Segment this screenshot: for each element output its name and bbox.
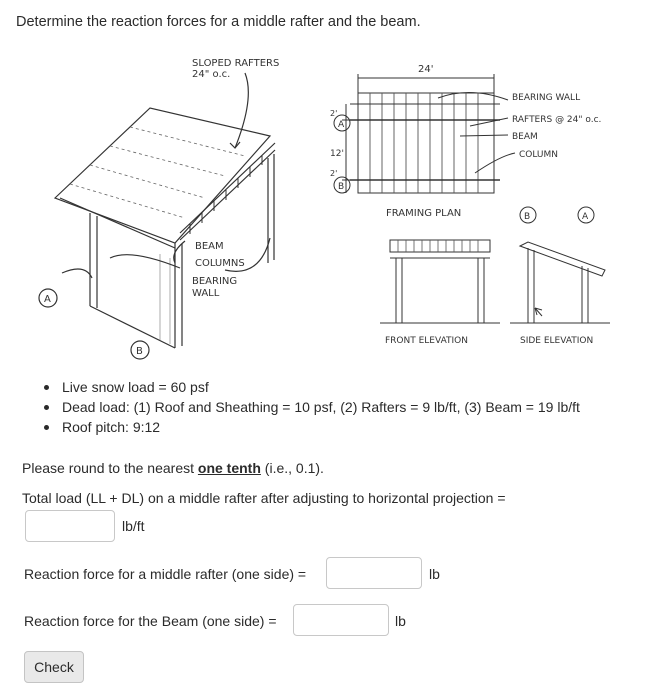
beam-reaction-label: Reaction force for the Beam (one side) = xyxy=(24,613,277,629)
legend-beam: BEAM xyxy=(512,132,538,142)
legend-bearing-wall: BEARING WALL xyxy=(512,93,581,103)
bullet-dead-load: Dead load: (1) Roof and Sheathing = 10 psf, (2) Rafters = 9 lb/ft, (3) Beam = 19 lb/ft xyxy=(40,397,580,417)
total-load-input[interactable] xyxy=(25,510,115,542)
check-button[interactable]: Check xyxy=(24,651,84,683)
plan-marker-b: B xyxy=(338,182,345,192)
label-spacing: 24" o.c. xyxy=(192,69,231,80)
label-bearing: BEARING xyxy=(192,276,238,287)
beam-line xyxy=(180,143,275,233)
bullet-roof-pitch: Roof pitch: 9:12 xyxy=(40,417,580,437)
roof-plane xyxy=(55,108,270,243)
rounding-emphasis: one tenth xyxy=(197,460,261,476)
label-columns: COLUMNS xyxy=(195,258,245,269)
label-wall: WALL xyxy=(192,288,220,299)
bullet-live-load: Live snow load = 60 psf xyxy=(40,377,580,397)
marker-b: B xyxy=(136,346,143,357)
side-elevation-roof xyxy=(520,242,605,276)
rounding-instruction: Please round to the nearest one tenth (i.e., 0.1). xyxy=(22,460,324,476)
dim-24: 24' xyxy=(418,64,434,75)
elev-marker-a: A xyxy=(582,212,589,222)
total-load-unit: lb/ft xyxy=(122,518,145,534)
rafter-reaction-input[interactable] xyxy=(326,557,422,589)
framing-plan-outline xyxy=(358,93,494,193)
front-elevation-roof xyxy=(390,240,490,252)
elev-marker-b: B xyxy=(524,212,531,222)
plan-marker-a: A xyxy=(338,120,345,130)
dim-2-bottom: 2' xyxy=(330,169,338,178)
beam-reaction-unit: lb xyxy=(395,613,406,629)
question-title: Determine the reaction forces for a middle rafter and the beam. xyxy=(16,14,421,30)
rafter-reaction-label: Reaction force for a middle rafter (one side) = xyxy=(24,566,307,582)
label-front-elevation: FRONT ELEVATION xyxy=(385,336,468,346)
legend-rafters: RAFTERS @ 24" o.c. xyxy=(512,115,602,125)
label-framing-plan: FRAMING PLAN xyxy=(386,208,462,219)
label-side-elevation: SIDE ELEVATION xyxy=(520,336,594,346)
rafter-reaction-unit: lb xyxy=(429,566,440,582)
dim-2-top: 2' xyxy=(330,109,338,118)
label-sloped-rafters: SLOPED RAFTERS xyxy=(192,58,280,69)
total-load-label: Total load (LL + DL) on a middle rafter after adjusting to horizontal projection = xyxy=(22,490,506,506)
marker-a: A xyxy=(44,294,51,305)
label-beam-iso: BEAM xyxy=(195,241,224,252)
legend-column: COLUMN xyxy=(519,150,559,160)
structural-diagram xyxy=(30,48,650,368)
given-data-list xyxy=(40,377,580,437)
beam-reaction-input[interactable] xyxy=(293,604,389,636)
dim-12: 12' xyxy=(330,149,344,159)
